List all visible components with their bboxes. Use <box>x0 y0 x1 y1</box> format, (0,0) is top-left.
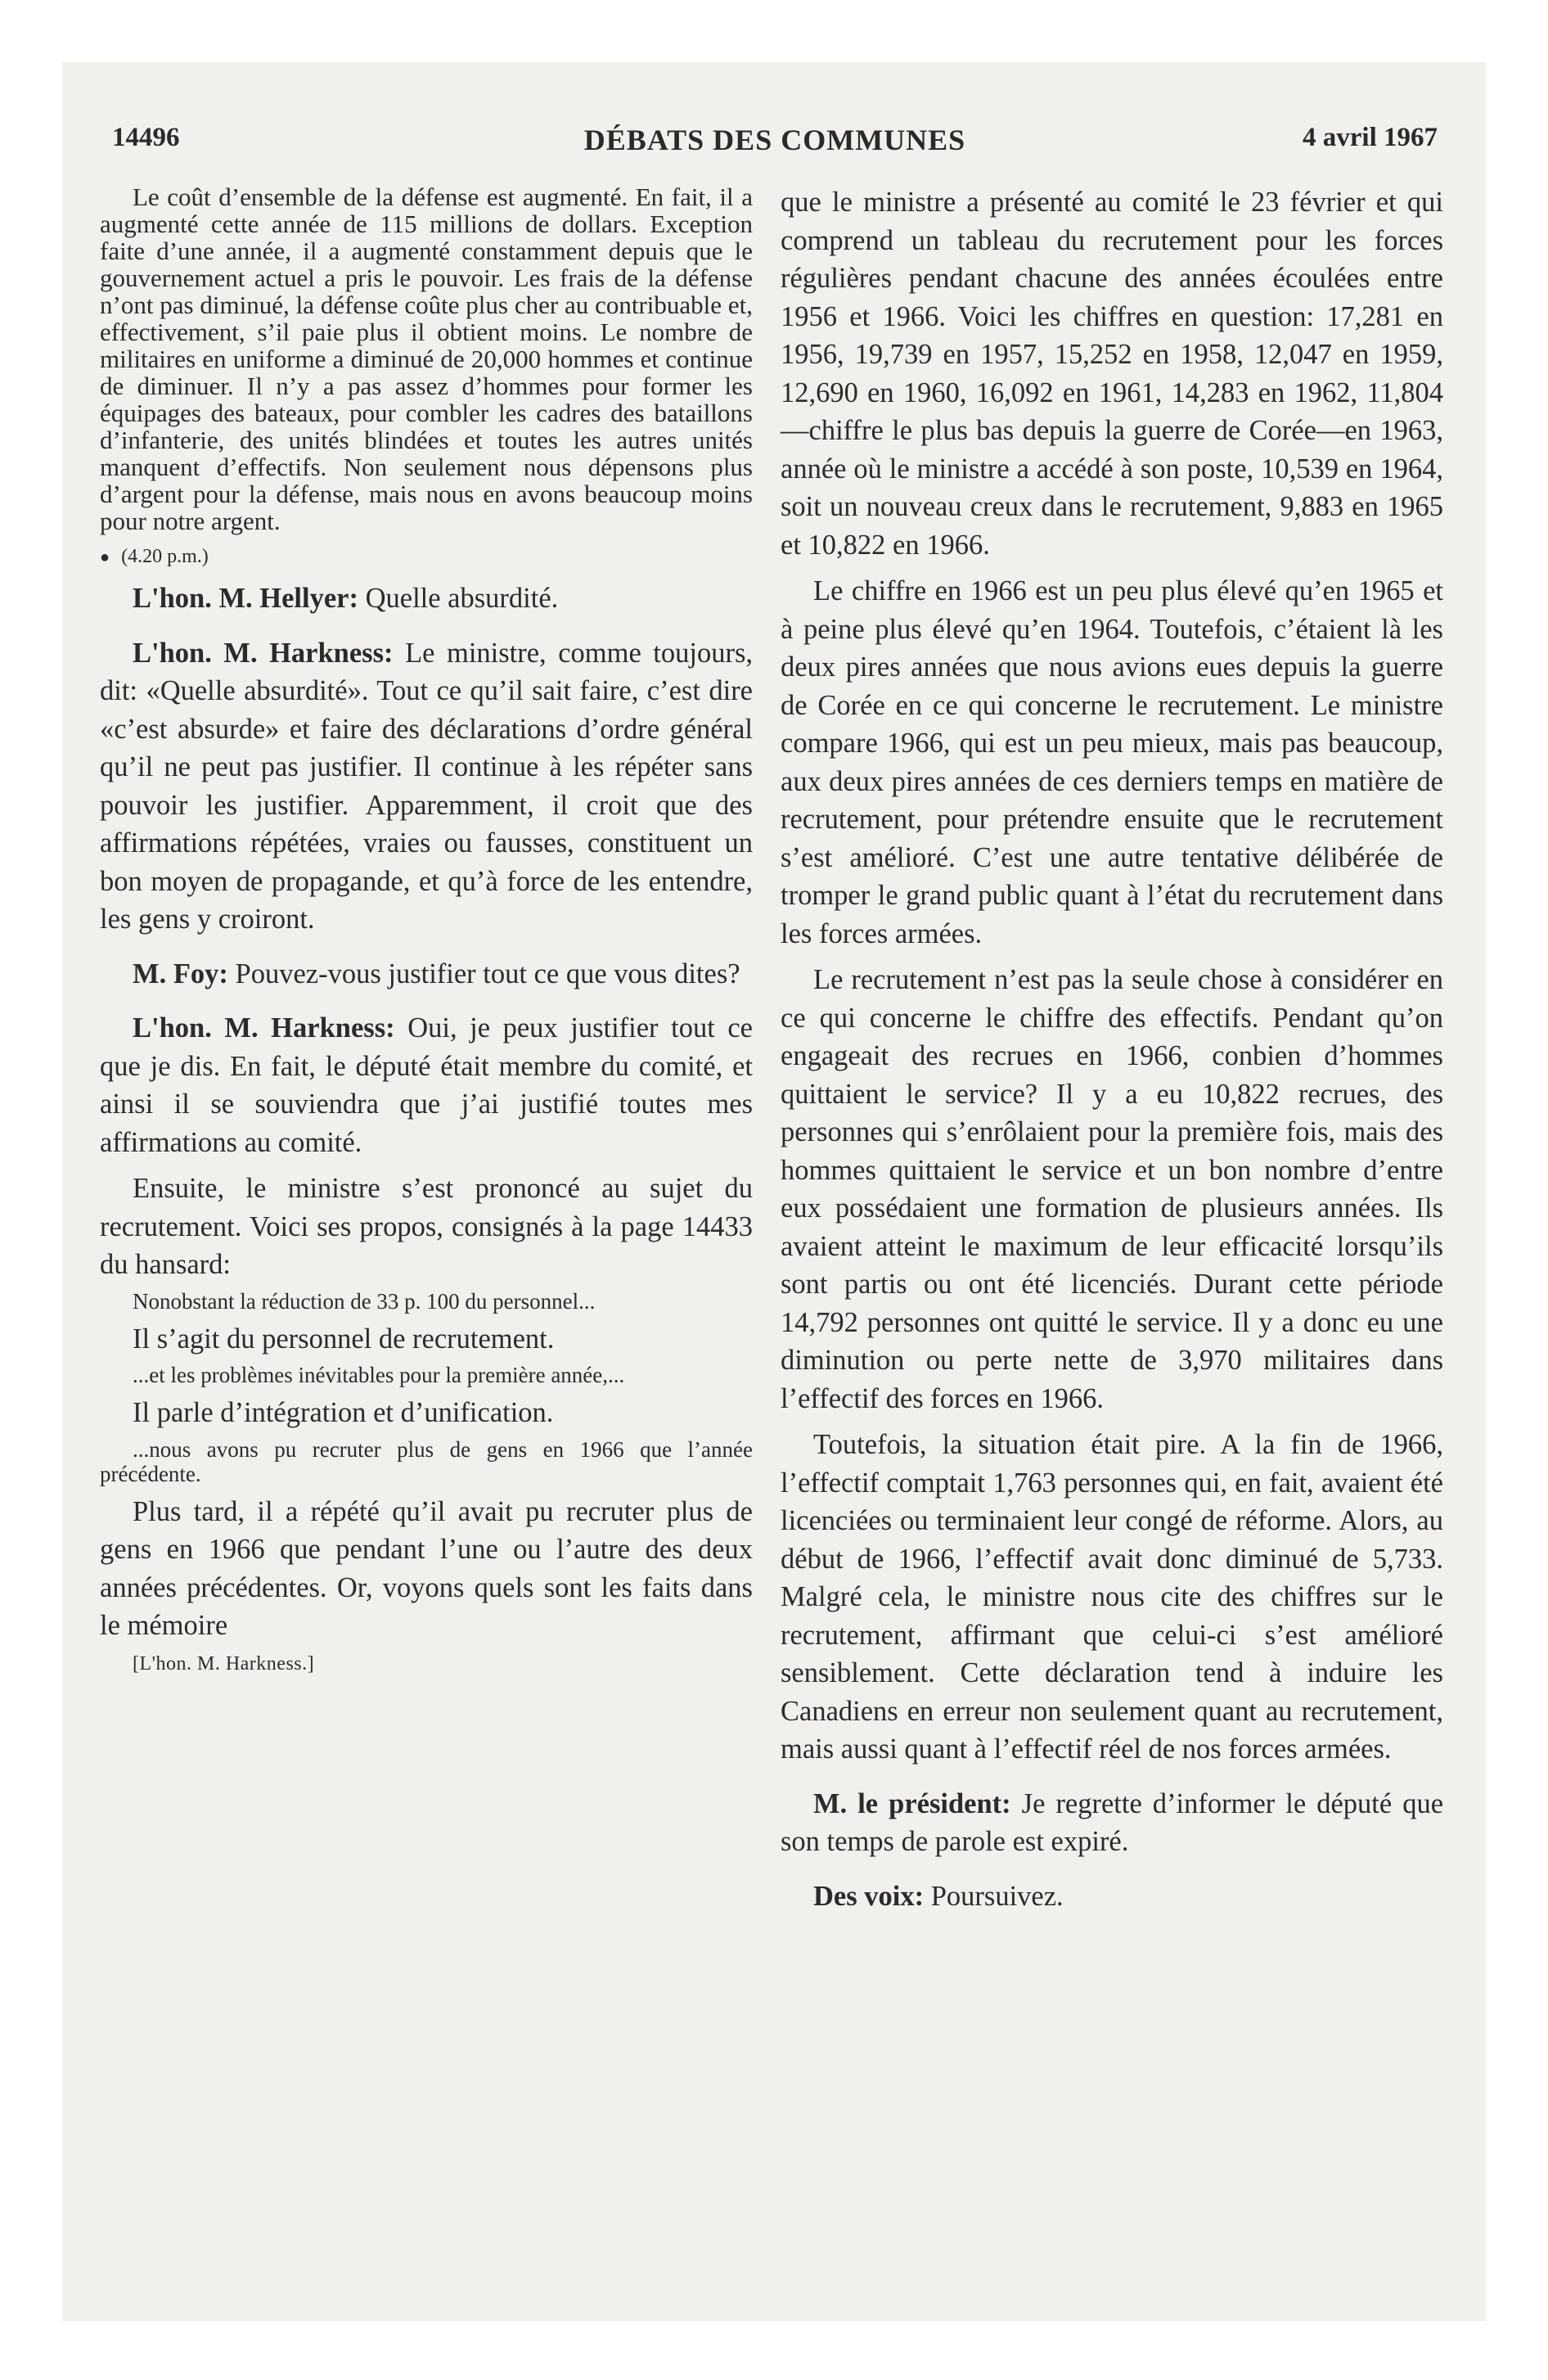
paragraph-recruitment-figures: que le ministre a présenté au comité le 23 février et qui comprend un tableau du recrutement pour les forces régulières pendant chacune des années écoulées entre 1956 et 1966. Voici les chiffres en question: 17,281 en 1956, 19,739 en 1957, 15,252 en 1958, 12,047 en 1959, 12,690 en 1960, 16,092 en 1961, 14,283 en 1962, 11,804—chiffre le plus bas depuis la guerre de Corée—en 1963, année où le ministre a accédé à son poste, 10,539 en 1964, soit un nouveau creux dans le recrutement, 9,883 en 1965 et 10,822 en 1966. <box>781 187 1443 561</box>
page-number: 14496 <box>112 123 180 152</box>
time-marker <box>100 546 753 568</box>
time-text: (4.20 p.m.) <box>121 546 209 567</box>
intervention-foy <box>100 955 753 994</box>
publication-title: DÉBATS DES COMMUNES <box>583 124 966 156</box>
speech-text: Pouvez-vous justifier tout ce que vous dites? <box>235 958 740 989</box>
paragraph-recrutement: Il s’agit du personnel de recrutement. <box>133 1323 555 1355</box>
speech-text: Le ministre, comme toujours, dit: «Quelle absurdité». Tout ce qu’il sait faire, c’est dire «c’est absurde» et faire des déclarations d’ordre général qu’il ne peut pas justifier. Il continue à les répéter sans pouvoir les justifier. Apparemment, il croit que des affirmations répétées, vraies ou fausses, constituent un bon moyen de propagande, et qu’à force de les entendre, les gens y croiront. <box>100 637 753 935</box>
hansard-quote-3: ...nous avons pu recruter plus de gens en 1966 que l’année précédente. <box>100 1436 753 1486</box>
intervention-president <box>781 1785 1443 1861</box>
page-header <box>112 123 1438 164</box>
paragraph-situation: Toutefois, la situation était pire. A la fin de 1966, l’effectif comptait 1,763 personnes qui, en fait, avaient été licenciées ou terminaient leur congé de réforme. Alors, au début de 1966, l’effectif avait donc diminué de 5,733. Malgré cela, le ministre nous cite des chiffres sur le recrutement, affirmant que celui-ci s’est amélioré sensiblement. Cette déclaration tend à induire les Canadiens en erreur non seulement quant au recrutement, mais aussi quant à l’effectif réel de nos forces armées. <box>781 1429 1443 1765</box>
paragraph-plus-tard: Plus tard, il a répété qu’il avait pu recruter plus de gens en 1966 que pendant l’une ou l’autre des deux années précédentes. Or, voyons quels sont les faits dans le mémoire <box>100 1495 753 1641</box>
paragraph-integration: Il parle d’intégration et d’unification. <box>133 1397 554 1428</box>
intervention-voix <box>781 1877 1443 1916</box>
page-date: 4 avril 1967 <box>1303 123 1438 152</box>
intervention-harkness-1 <box>100 634 753 939</box>
speaker-name: L'hon. M. Hellyer: <box>133 583 358 614</box>
bullet-icon: ● <box>100 548 110 566</box>
intervention-harkness-2 <box>100 1009 753 1161</box>
speech-text: Poursuivez. <box>930 1880 1064 1912</box>
speaker-name: M. Foy: <box>133 958 228 989</box>
speaker-name: L'hon. M. Harkness: <box>133 1012 395 1044</box>
speaker-attribution: [L'hon. M. Harkness.] <box>133 1652 315 1675</box>
hansard-quote-1: Nonobstant la réduction de 33 p. 100 du personnel... <box>133 1288 596 1314</box>
paragraph-1966-figure: Le chiffre en 1966 est un peu plus élevé qu’en 1965 et à peine plus élevé qu’en 1964. Toutefois, c’étaient là les deux pires années que nous avions eues depuis la guerre de Corée en ce qui concerne le recrutement. Le ministre compare 1966, qui est un peu mieux, mais pas beaucoup, aux deux pires années de ces derniers temps en matière de recrutement, pour prétendre ensuite que le recrutement s’est amélioré. C’est une autre tentative délibérée de tromper le grand public quant à l’état du recrutement dans les forces armées. <box>781 575 1443 949</box>
paragraph-defense-cost: Le coût d’ensemble de la défense est augmenté. En fait, il a augmenté cette année de 115 millions de dollars. Exception faite d’une année, il a augmenté constamment depuis que le gouvernement actuel a pris le pouvoir. Les frais de la défense n’ont pas diminué, la défense coûte plus cher au contribuable et, effectivement, s’il paie plus il obtient moins. Le nombre de militaires en uniforme a diminué de 20,000 hommes et continue de diminuer. Il n’y a pas assez d’hommes pour former les équipages des bateaux, pour combler les cadres des bataillons d’infanterie, des unités blindées et toutes les autres unités manquent d’effectifs. Non seulement nous dépensons plus d’argent pour la défense, mais nous en avons beaucoup moins pour notre argent. <box>100 183 753 535</box>
speaker-name: L'hon. M. Harkness: <box>133 637 394 669</box>
hansard-quote-2: ...et les problèmes inévitables pour la première année,... <box>133 1363 625 1387</box>
right-column <box>781 183 1443 1915</box>
speech-text: Je regrette d’informer le député que son temps de parole est expiré. <box>781 1787 1444 1857</box>
speaker-name: Des voix: <box>813 1880 925 1912</box>
paragraph-ensuite: Ensuite, le ministre s’est prononcé au sujet du recrutement. Voici ses propos, consignés à la page 14433 du hansard: <box>100 1173 753 1280</box>
left-column <box>100 183 753 1675</box>
intervention-hellyer <box>100 579 753 618</box>
speech-text: Oui, je peux justifier tout ce que je dis. En fait, le député était membre du comité, et ainsi il se souviendra que j’ai justifié toutes mes affirmations au comité. <box>100 1012 753 1158</box>
speaker-name: M. le président: <box>813 1787 1011 1819</box>
speech-text: Quelle absurdité. <box>365 583 559 614</box>
paragraph-effectifs: Le recrutement n’est pas la seule chose à considérer en ce qui concerne le chiffre des effectifs. Pendant qu’on engageait des recrues en 1966, conbien d’hommes quittaient le service? Il y a eu 10,822 recrues, des personnes qui s’enrôlaient pour la première fois, mais des hommes quittaient le service et un bon nombre d’entre eux possédaient une formation de plusieurs années. Ils avaient atteint le maximum de leur efficacité lorsqu’ils sont partis ou ont été licenciés. Durant cette période 14,792 personnes ont quitté le service. Il y a donc eu une diminution ou perte nette de 3,970 militaires dans l’effectif des forces en 1966. <box>781 964 1443 1414</box>
